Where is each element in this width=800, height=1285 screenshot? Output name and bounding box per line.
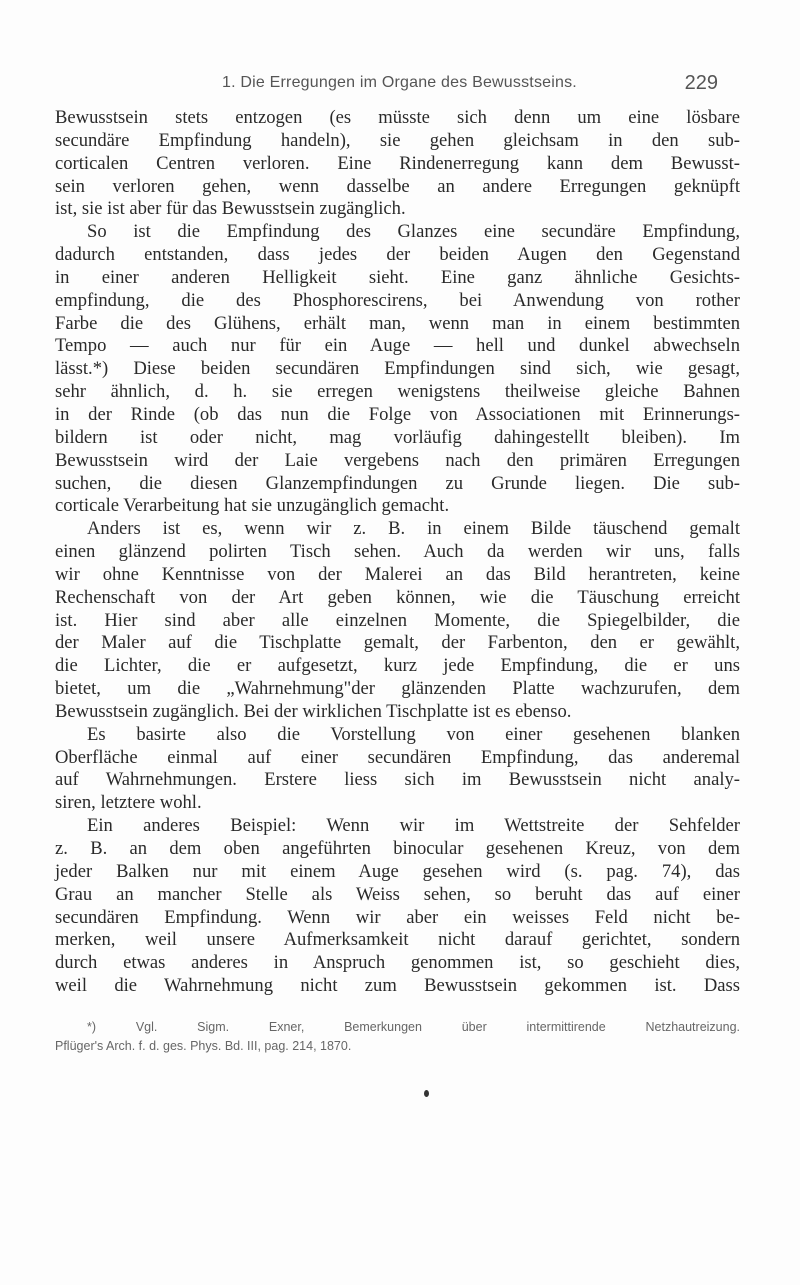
text-line: z. B. an dem oben angeführten binocular gesehenen Kreuz, von dem <box>55 838 740 859</box>
running-head <box>0 72 800 96</box>
text-line: Oberfläche einmal auf einer secundären Empfindung, das anderemal <box>55 746 740 768</box>
body-text <box>55 107 740 998</box>
text-line: suchen, die diesen Glanzempfindungen zu Grunde liegen. Die sub- <box>55 472 740 494</box>
running-title: 1. Die Erregungen im Organe des Bewusstseins. <box>222 74 577 91</box>
text-line: sein verloren gehen, wenn dasselbe an andere Erregungen geknüpft <box>55 175 740 197</box>
text-line: ist, sie ist aber für das Bewusstsein zugänglich. <box>55 198 406 220</box>
text-line: der Maler auf die Tischplatte gemalt, der Farbenton, den er gewählt, <box>55 632 740 654</box>
text-line: Farbe die des Glühens, erhält man, wenn man in einem bestimmten <box>55 312 740 334</box>
text-line: in einer anderen Helligkeit sieht. Eine ganz ähnliche Gesichts- <box>55 266 740 288</box>
text-line: merken, weil unsere Aufmerksamkeit nicht darauf gerichtet, sondern <box>55 929 740 951</box>
footnote <box>55 1018 740 1056</box>
text-line: weil die Wahrnehmung nicht zum Bewusstsein gekommen ist. Dass <box>55 975 740 997</box>
text-line: siren, letztere wohl. <box>55 792 202 814</box>
text-line: Es basirte also die Vorstellung von einer gesehenen blanken <box>87 723 740 745</box>
text-line: secundären Empfindung. Wenn wir aber ein weisses Feld nicht be- <box>55 906 740 928</box>
text-line: So ist die Empfindung des Glanzes eine secundäre Empfindung, <box>87 221 740 243</box>
text-line: wir ohne Kenntnisse von der Malerei an das Bild herantreten, keine <box>55 563 740 585</box>
footnote-line: *) Vgl. Sigm. Exner, Bemerkungen über intermittirende Netzhautreizung. <box>87 1020 740 1034</box>
text-line: Ein anderes Beispiel: Wenn wir im Wettstreite der Sehfelder <box>87 815 740 837</box>
text-line: bietet, um die „Wahrnehmung"der glänzenden Platte wachzurufen, dem <box>55 678 740 700</box>
text-line: einen glänzend polirten Tisch sehen. Auch da werden wir uns, falls <box>55 541 740 563</box>
text-line: lässt.*) Diese beiden secundären Empfindungen sind sich, wie gesagt, <box>55 358 740 380</box>
text-line: ist. Hier sind aber alle einzelnen Momente, die Spiegelbilder, die <box>55 609 740 631</box>
text-line: corticale Verarbeitung hat sie unzugänglich gemacht. <box>55 495 450 517</box>
text-line: jeder Balken nur mit einem Auge gesehen wird (s. pag. 74), das <box>55 860 740 882</box>
text-line: sehr ähnlich, d. h. sie erregen wenigstens theilweise gleiche Bahnen <box>55 381 740 403</box>
footnote-line: Pflüger's Arch. f. d. ges. Phys. Bd. III, pag. 214, 1870. <box>55 1039 352 1053</box>
text-line: in der Rinde (ob das nun die Folge von Associationen mit Erinnerungs- <box>55 403 740 425</box>
text-line: auf Wahrnehmungen. Erstere liess sich im Bewusstsein nicht analy- <box>55 769 740 791</box>
text-line: bildern ist oder nicht, mag vorläufig dahingestellt bleiben). Im <box>55 426 740 448</box>
page-number: 229 <box>684 72 718 94</box>
text-line: secundäre Empfindung handeln), sie gehen gleichsam in den sub- <box>55 129 740 151</box>
text-line: dadurch entstanden, dass jedes der beiden Augen den Gegenstand <box>55 244 740 266</box>
text-line: Bewusstsein stets entzogen (es müsste sich denn um eine lösbare <box>55 107 740 128</box>
text-line: die Lichter, die er aufgesetzt, kurz jede Empfindung, die er uns <box>55 655 740 677</box>
text-line: Anders ist es, wenn wir z. B. in einem Bilde täuschend gemalt <box>87 518 740 540</box>
text-line: Rechenschaft von der Art geben können, wie die Täuschung erreicht <box>55 586 740 608</box>
text-line: corticalen Centren verloren. Eine Rindenerregung kann dem Bewusst- <box>55 152 740 174</box>
text-line: Bewusstsein wird der Laie vergebens nach den primären Erregungen <box>55 449 740 471</box>
ink-speck <box>424 1090 429 1097</box>
text-line: Grau an mancher Stelle als Weiss sehen, so beruht das auf einer <box>55 883 740 905</box>
text-line: empfindung, die des Phosphorescirens, bei Anwendung von rother <box>55 289 740 311</box>
text-line: Bewusstsein zugänglich. Bei der wirklichen Tischplatte ist es ebenso. <box>55 700 572 722</box>
text-line: durch etwas anderes in Anspruch genommen ist, so geschieht dies, <box>55 952 740 974</box>
text-line: Tempo — auch nur für ein Auge — hell und dunkel abwechseln <box>55 335 740 357</box>
